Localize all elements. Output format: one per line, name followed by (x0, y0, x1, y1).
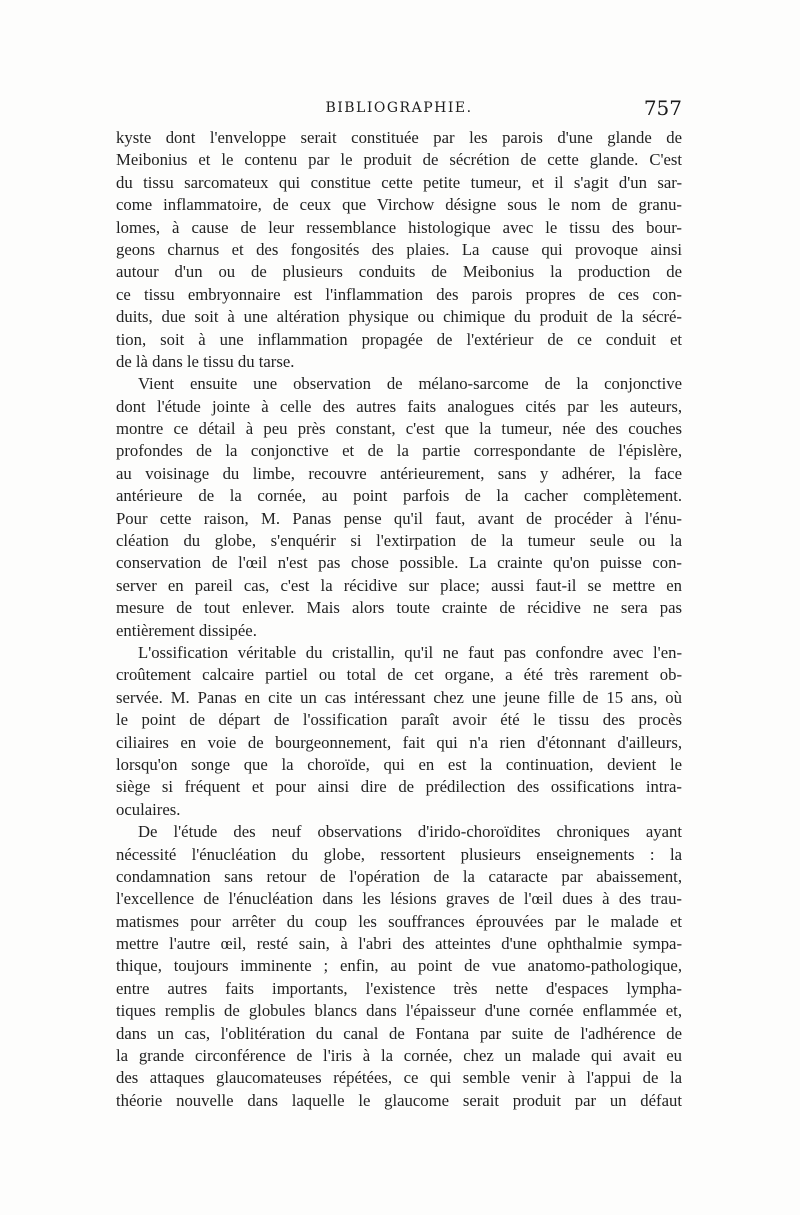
page-header (116, 96, 682, 124)
text-line: servée. M. Panas en cite un cas intéressant chez une jeune fille de 15 ans, où (116, 687, 682, 707)
text-line: l'excellence de l'énucléation dans les lésions graves de l'œil dues à des trau- (116, 889, 682, 909)
text-line: profondes de la conjonctive et de la partie correspondante de l'épislère, (116, 441, 682, 461)
text-line: conservation de l'œil n'est pas chose possible. La crainte qu'on puisse con- (116, 553, 682, 573)
text-line: server en pareil cas, c'est la récidive sur place; aussi faut-il se mettre en (116, 575, 682, 595)
text-line: le point de départ de l'ossification paraît avoir été le tissu des procès (116, 710, 682, 730)
text-line: siège si fréquent et pour ainsi dire de prédilection des ossifications intra- (116, 777, 682, 797)
text-line: la grande circonférence de l'iris à la cornée, chez un malade qui avait eu (116, 1046, 682, 1066)
paragraph (116, 821, 682, 1112)
text-line: entre autres faits importants, l'existence très nette d'espaces lympha- (116, 978, 682, 998)
text-line: tiques remplis de globules blancs dans l'épaisseur d'une cornée enflammée et, (116, 1001, 682, 1021)
text-line: tion, soit à une inflammation propagée de l'extérieur de ce conduit et (116, 329, 682, 349)
text-line: geons charnus et des fongosités des plaies. La cause qui provoque ainsi (116, 239, 682, 259)
text-line: lorsqu'on songe que la choroïde, qui en est la continuation, devient le (116, 754, 682, 774)
text-line: condamnation sans retour de l'opération de la cataracte par abaissement, (116, 866, 682, 886)
running-head: BIBLIOGRAPHIE. (325, 100, 473, 116)
body-text (116, 127, 682, 1112)
text-line: ce tissu embryonnaire est l'inflammation des parois propres de ces con- (116, 284, 682, 304)
text-line: L'ossification véritable du cristallin, qu'il ne faut pas confondre avec l'en- (138, 642, 682, 662)
text-line: Vient ensuite une observation de mélano-sarcome de la conjonctive (138, 374, 682, 394)
text-line: thique, toujours imminente ; enfin, au point de vue anatomo-pathologique, (116, 956, 682, 976)
text-line: nécessité l'énucléation du globe, ressortent plusieurs enseignements : la (116, 844, 682, 864)
text-line: duits, due soit à une altération physique ou chimique du produit de la sécré- (116, 307, 682, 327)
text-line: dans un cas, l'oblitération du canal de Fontana par suite de l'adhérence de (116, 1023, 682, 1043)
text-line: ciliaires en voie de bourgeonnement, fait qui n'a rien d'étonnant d'ailleurs, (116, 732, 682, 752)
text-line: dont l'étude jointe à celle des autres faits analogues cités par les auteurs, (116, 396, 682, 416)
text-line: autour d'un ou de plusieurs conduits de Meibonius la production de (116, 262, 682, 282)
text-line: croûtement calcaire partiel ou total de cet organe, a été très rarement ob- (116, 665, 682, 685)
text-line: au voisinage du limbe, recouvre antérieurement, sans y adhérer, la face (116, 463, 682, 483)
text-line: come inflammatoire, de ceux que Virchow désigne sous le nom de granu- (116, 195, 682, 215)
text-line: De l'étude des neuf observations d'irido-choroïdites chroniques ayant (138, 822, 682, 842)
text-line: Pour cette raison, M. Panas pense qu'il faut, avant de procéder à l'énu- (116, 508, 682, 528)
text-line: matismes pour arrêter du coup les souffrances éprouvées par le malade et (116, 911, 682, 931)
paragraph (116, 127, 682, 373)
text-line: kyste dont l'enveloppe serait constituée par les parois d'une glande de (116, 128, 682, 147)
text-line: théorie nouvelle dans laquelle le glaucome serait produit par un défaut (116, 1090, 682, 1110)
text-line: cléation du globe, s'enquérir si l'extirpation de la tumeur seule ou la (116, 531, 682, 551)
text-line: du tissu sarcomateux qui constitue cette petite tumeur, et il s'agit d'un sar- (116, 172, 682, 192)
text-line: antérieure de la cornée, au point parfois de la cacher complètement. (116, 486, 682, 506)
text-line: mesure de tout enlever. Mais alors toute crainte de récidive ne sera pas (116, 598, 682, 618)
page-number: 757 (643, 96, 682, 120)
paragraph (116, 642, 682, 821)
text-line: montre ce détail à peu près constant, c'est que la tumeur, née des couches (116, 419, 682, 439)
text-line: de là dans le tissu du tarse. (116, 351, 295, 371)
text-line: lomes, à cause de leur ressemblance histologique avec le tissu des bour- (116, 217, 682, 237)
text-line: Meibonius et le contenu par le produit de sécrétion de cette glande. C'est (116, 150, 682, 170)
text-line: mettre l'autre œil, resté sain, à l'abri des atteintes d'une ophthalmie sympa- (116, 934, 682, 954)
text-line: oculaires. (116, 799, 181, 819)
paragraph (116, 373, 682, 642)
text-line: des attaques glaucomateuses répétées, ce qui semble venir à l'appui de la (116, 1068, 682, 1088)
text-line: entièrement dissipée. (116, 620, 257, 640)
